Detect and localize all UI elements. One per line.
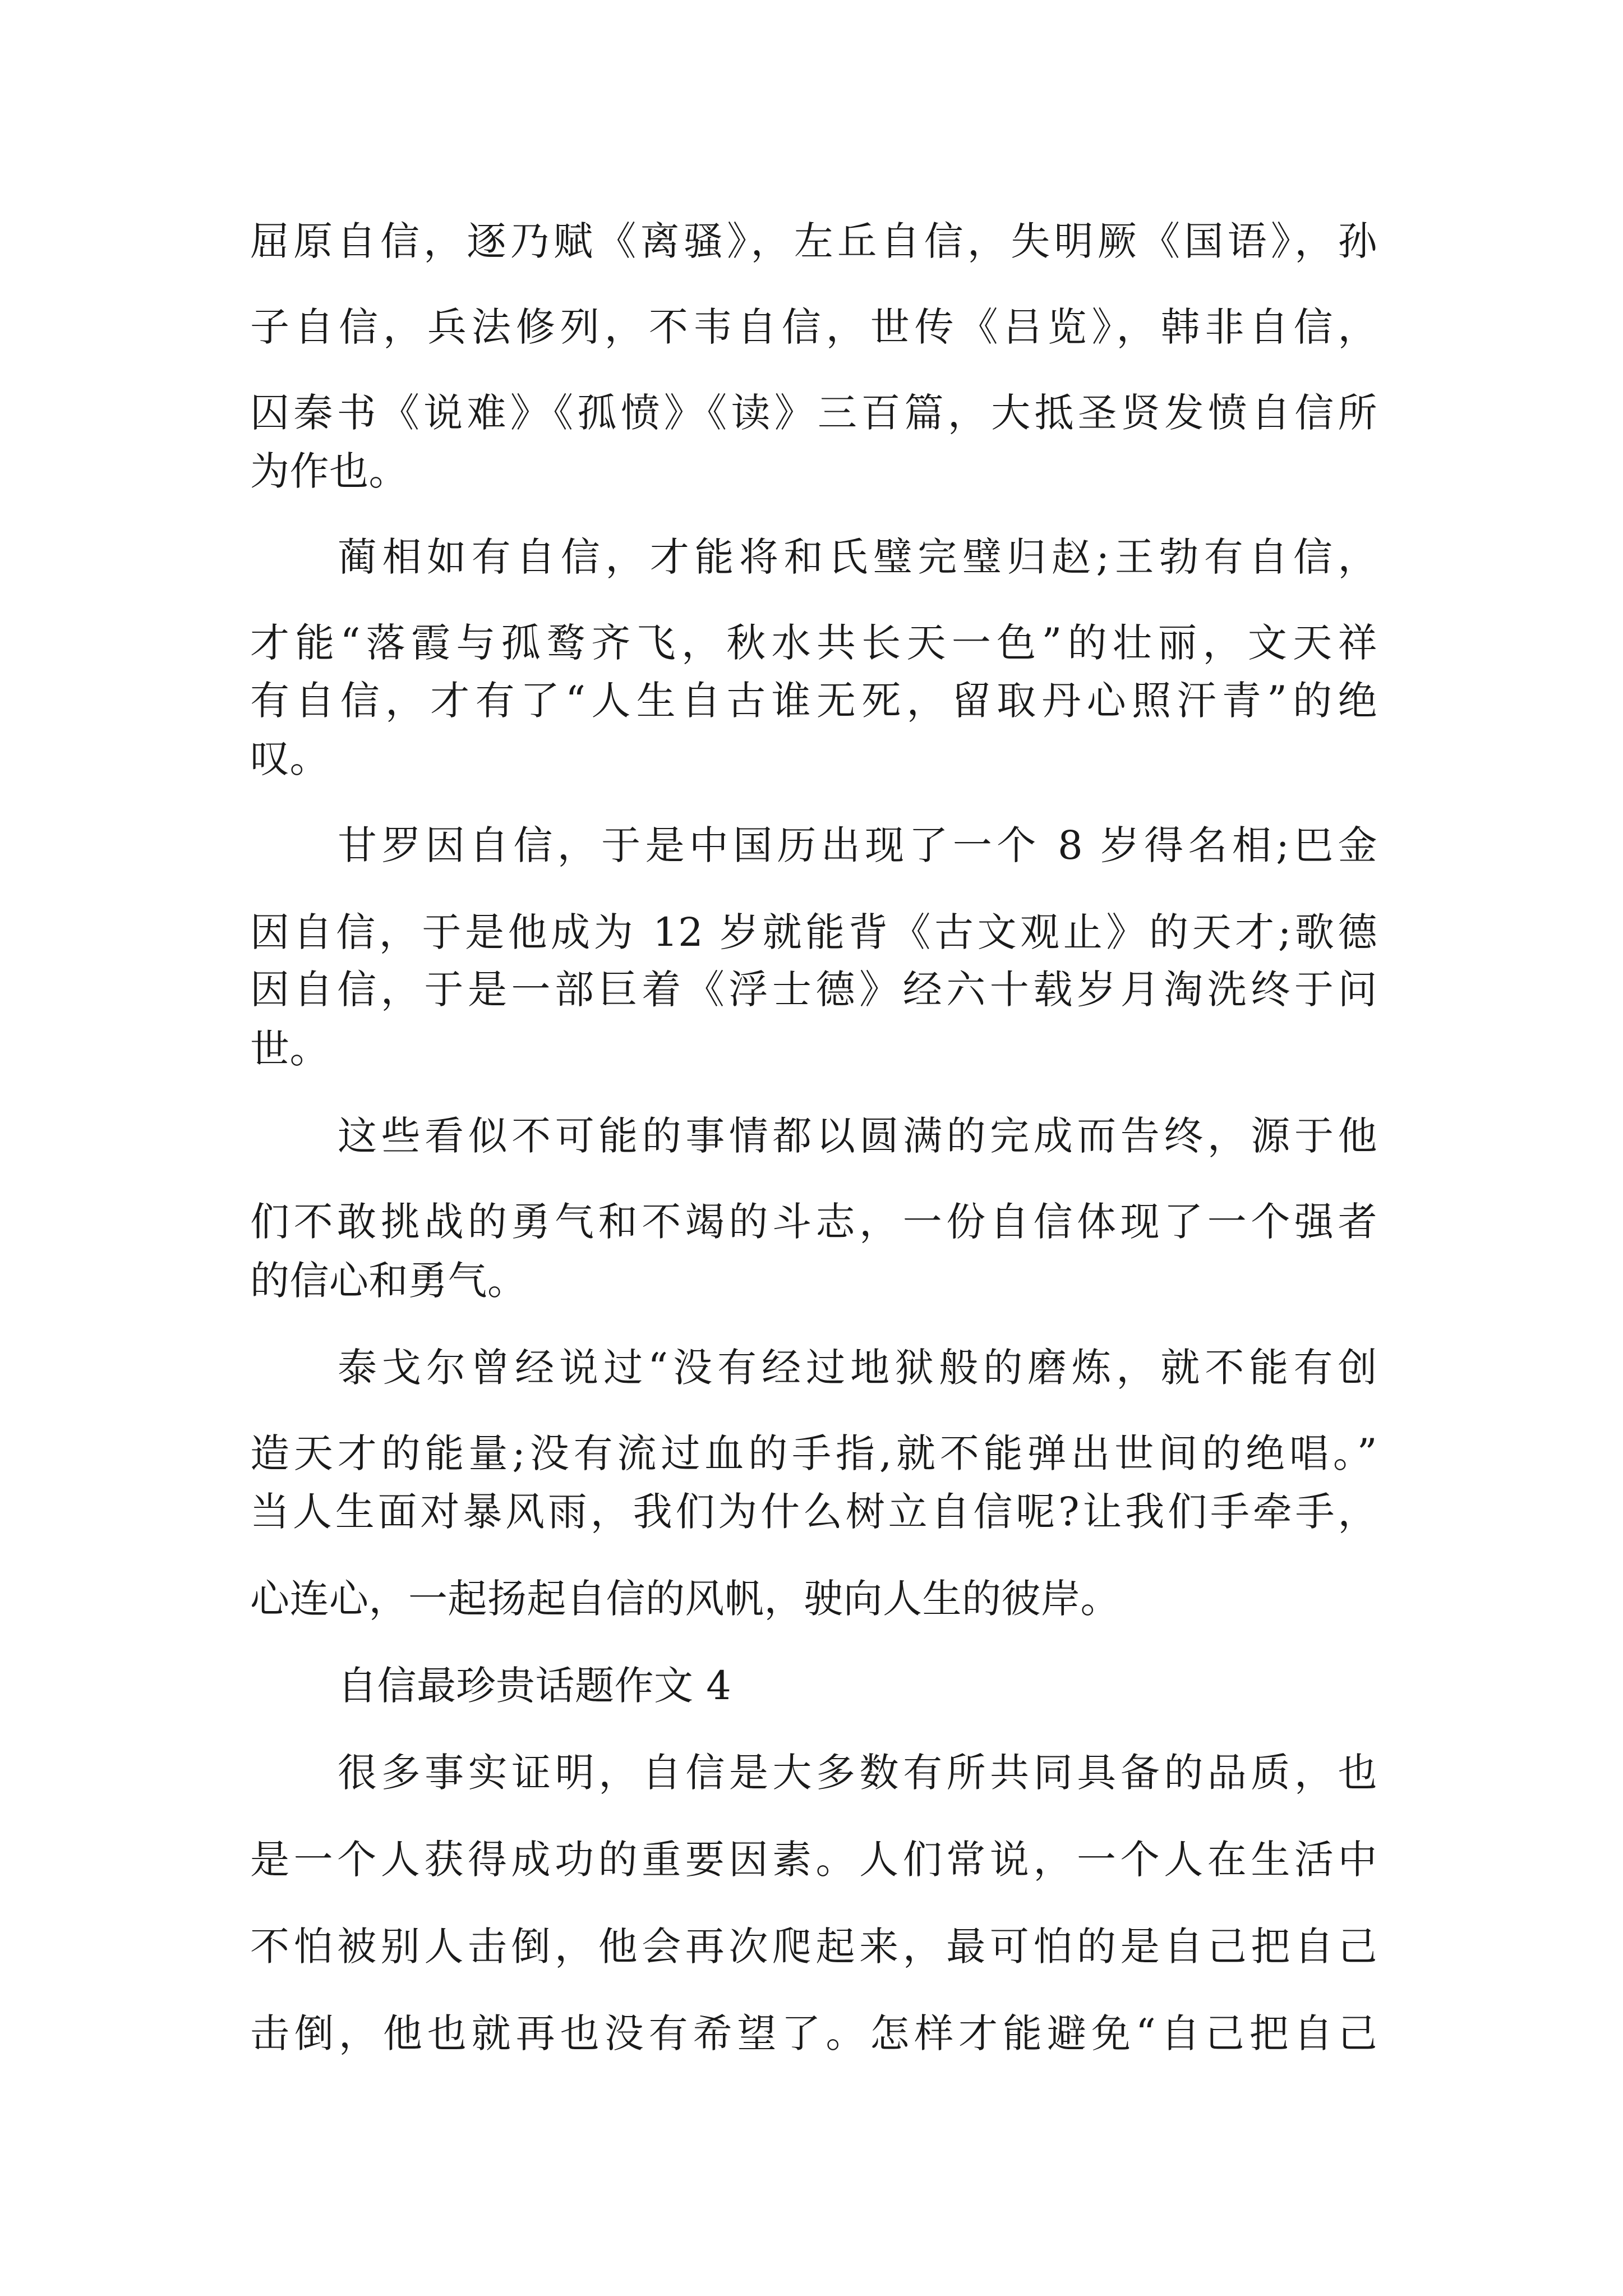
text-line: 造天才的能量;没有流过血的手指,就不能弹出世间的绝唱。” bbox=[250, 1430, 1377, 1476]
text-line: 是一个人获得成功的重要因素。人们常说，一个人在生活中 bbox=[250, 1837, 1377, 1883]
paragraph-first-line: 泰戈尔曾经说过“没有经过地狱般的磨炼，就不能有创 bbox=[338, 1345, 1377, 1391]
text-line: 有自信，才有了“人生自古谁无死，留取丹心照汗青”的绝 bbox=[250, 678, 1377, 724]
section-heading: 自信最珍贵话题作文 4 bbox=[338, 1663, 732, 1709]
text-line: 为作也。 bbox=[250, 448, 408, 494]
text-line: 因自信，于是他成为 12 岁就能背《古文观止》的天才;歌德 bbox=[250, 909, 1377, 955]
text-line: 子自信，兵法修列，不韦自信，世传《吕览》，韩非自信， bbox=[250, 304, 1377, 350]
paragraph-first-line: 很多事实证明，自信是大多数有所共同具备的品质，也 bbox=[338, 1750, 1377, 1796]
text-line: 因自信，于是一部巨着《浮士德》经六十载岁月淘洗终于问 bbox=[250, 967, 1377, 1013]
paragraph-first-line: 蔺相如有自信，才能将和氏璧完璧归赵;王勃有自信， bbox=[338, 534, 1377, 580]
text-line: 们不敢挑战的勇气和不竭的斗志，一份自信体现了一个强者 bbox=[250, 1199, 1377, 1245]
text-line: 屈原自信，逐乃赋《离骚》，左丘自信，失明厥《国语》，孙 bbox=[250, 218, 1377, 264]
text-line: 当人生面对暴风雨，我们为什么树立自信呢?让我们手牵手， bbox=[250, 1489, 1377, 1535]
text-line: 击倒，他也就再也没有希望了。怎样才能避免“自己把自己 bbox=[250, 2010, 1377, 2056]
paragraph-first-line: 这些看似不可能的事情都以圆满的完成而告终，源于他 bbox=[338, 1113, 1377, 1159]
text-line: 叹。 bbox=[250, 735, 329, 781]
text-line: 囚秦书《说难》《孤愤》《读》三百篇，大抵圣贤发愤自信所 bbox=[250, 390, 1377, 436]
text-line: 不怕被别人击倒，他会再次爬起来，最可怕的是自己把自己 bbox=[250, 1924, 1377, 1970]
text-line: 的信心和勇气。 bbox=[250, 1258, 527, 1304]
text-line: 心连心，一起扬起自信的风帆，驶向人生的彼岸。 bbox=[250, 1576, 1120, 1622]
text-line: 才能“落霞与孤鹜齐飞，秋水共长天一色”的壮丽，文天祥 bbox=[250, 620, 1377, 666]
text-line: 世。 bbox=[250, 1026, 329, 1072]
paragraph-first-line: 甘罗因自信，于是中国历出现了一个 8 岁得名相;巴金 bbox=[338, 822, 1377, 868]
